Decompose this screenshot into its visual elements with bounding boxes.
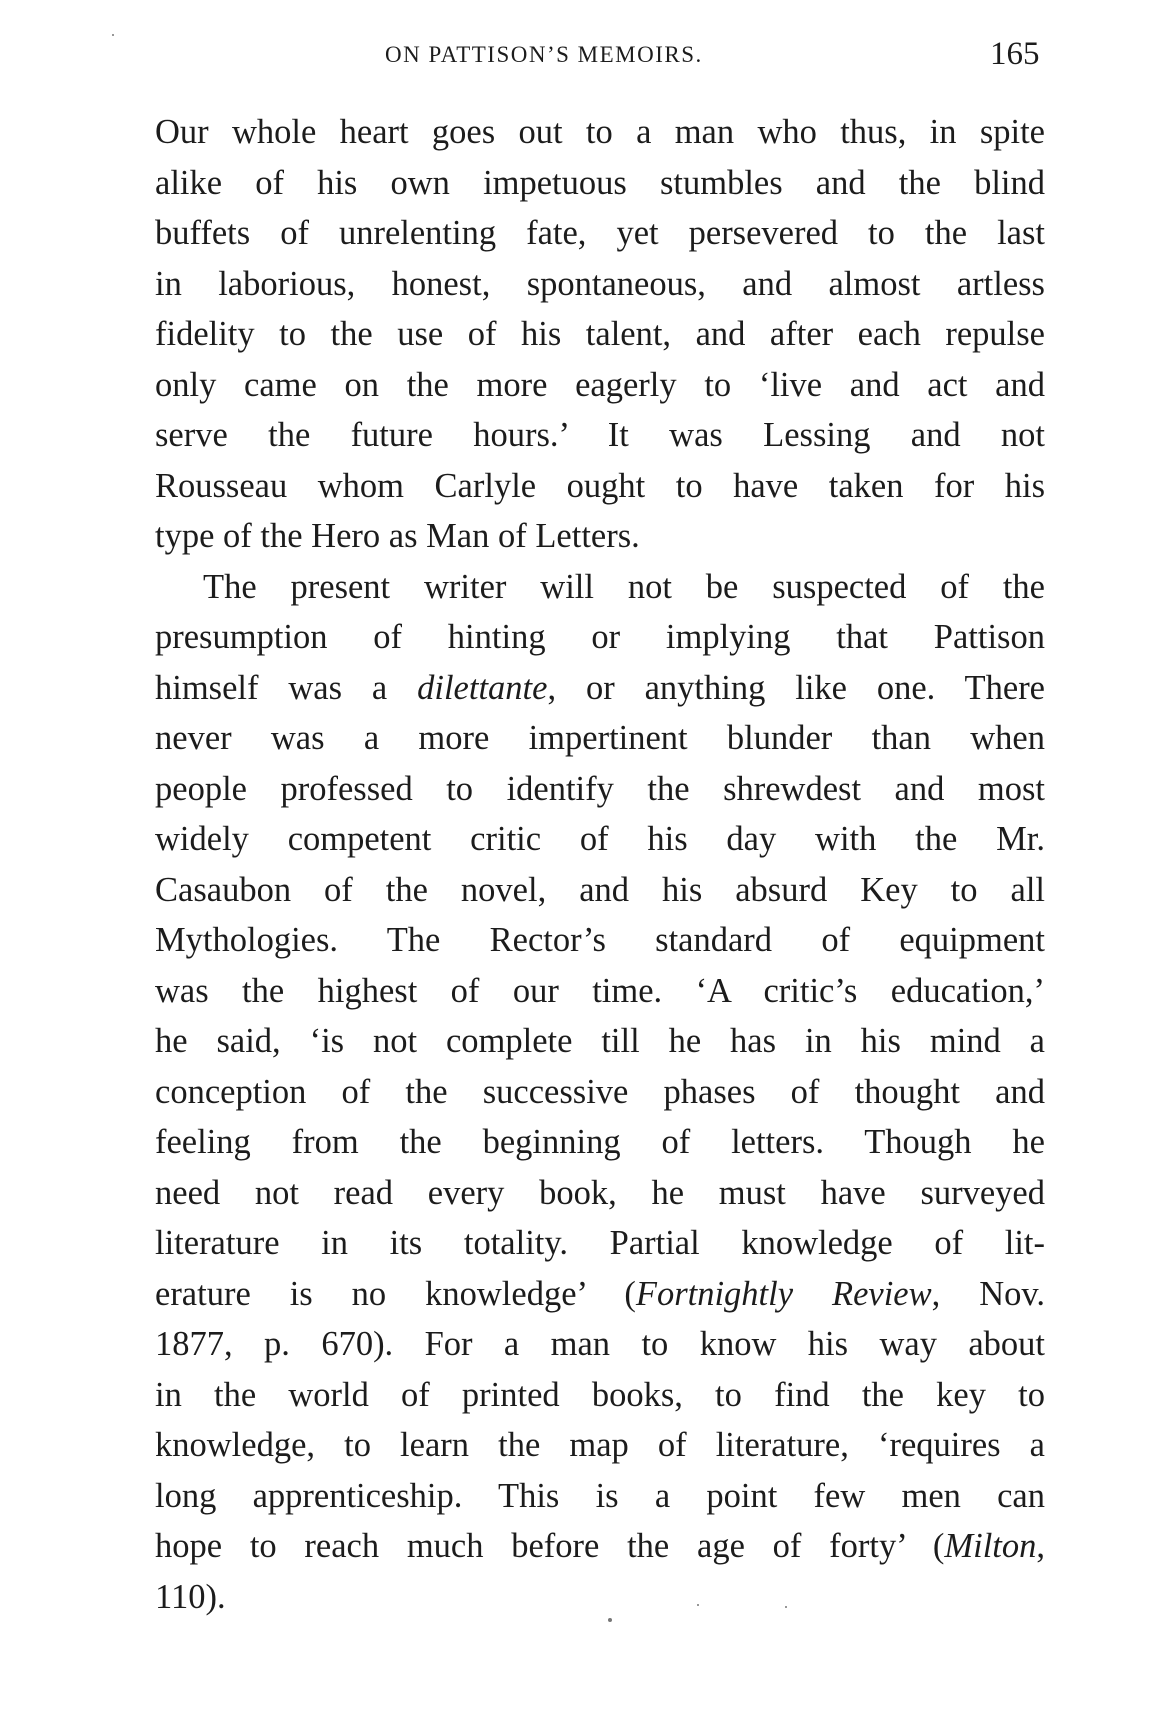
paragraph-1 [155, 107, 1045, 562]
text-line: only came on the more eagerly to ‘live and act and [155, 365, 1045, 404]
text-line: long apprenticeship. This is a point few men can [155, 1476, 1045, 1515]
text-line: in laborious, honest, spontaneous, and almost artless [155, 264, 1045, 303]
page-number: 165 [990, 36, 1040, 72]
text-line: in the world of printed books, to find the key to [155, 1375, 1045, 1414]
text-line: Mythologies. The Rector’s standard of equipment [155, 921, 1045, 959]
text-line: Casaubon of the novel, and his absurd Key to all [155, 870, 1045, 909]
text-line: type of the Hero as Man of Letters. [155, 517, 640, 555]
text-line: knowledge, to learn the map of literature, ‘requires a [155, 1426, 1045, 1464]
text-line: hope to reach much before the age of forty’ (Milton, [155, 1527, 1045, 1565]
text-line: widely competent critic of his day with the Mr. [155, 820, 1045, 858]
text-line: alike of his own impetuous stumbles and the blind [155, 163, 1045, 202]
paper-speck [785, 1606, 787, 1608]
paper-speck [697, 1604, 699, 1606]
text-line: need not read every book, he must have surveyed [155, 1173, 1045, 1212]
text-line: fidelity to the use of his talent, and after each repulse [155, 315, 1045, 353]
text-line: literature in its totality. Partial knowledge of lit- [155, 1224, 1045, 1262]
text-line: Our whole heart goes out to a man who thus, in spite [155, 113, 1045, 151]
text-line: conception of the successive phases of thought and [155, 1072, 1045, 1111]
text-line: erature is no knowledge’ (Fortnightly Review, Nov. [155, 1274, 1045, 1313]
running-head [0, 34, 1167, 82]
text-line: himself was a dilettante, or anything like one. There [155, 668, 1045, 707]
text-line: never was a more impertinent blunder than when [155, 719, 1045, 757]
text-line: Rousseau whom Carlyle ought to have taken for his [155, 466, 1045, 505]
text-line: was the highest of our time. ‘A critic’s education,’ [155, 971, 1045, 1010]
text-line: 110). [155, 1577, 226, 1616]
paper-speck [608, 1618, 612, 1622]
paper-speck [112, 34, 114, 36]
body-text [155, 107, 1045, 1622]
text-line: he said, ‘is not complete till he has in his mind a [155, 1022, 1045, 1060]
running-title: ON PATTISON’S MEMOIRS. [385, 42, 703, 67]
text-line: feeling from the beginning of letters. Though he [155, 1123, 1045, 1161]
paragraph-2 [155, 562, 1045, 1623]
text-line: serve the future hours.’ It was Lessing and not [155, 416, 1045, 454]
text-line: The present writer will not be suspected of the [203, 567, 1045, 606]
text-line: 1877, p. 670). For a man to know his way about [155, 1325, 1045, 1363]
text-line: people professed to identify the shrewdest and most [155, 769, 1045, 808]
text-line: presumption of hinting or implying that Pattison [155, 618, 1045, 656]
text-line: buffets of unrelenting fate, yet persevered to the last [155, 214, 1045, 252]
